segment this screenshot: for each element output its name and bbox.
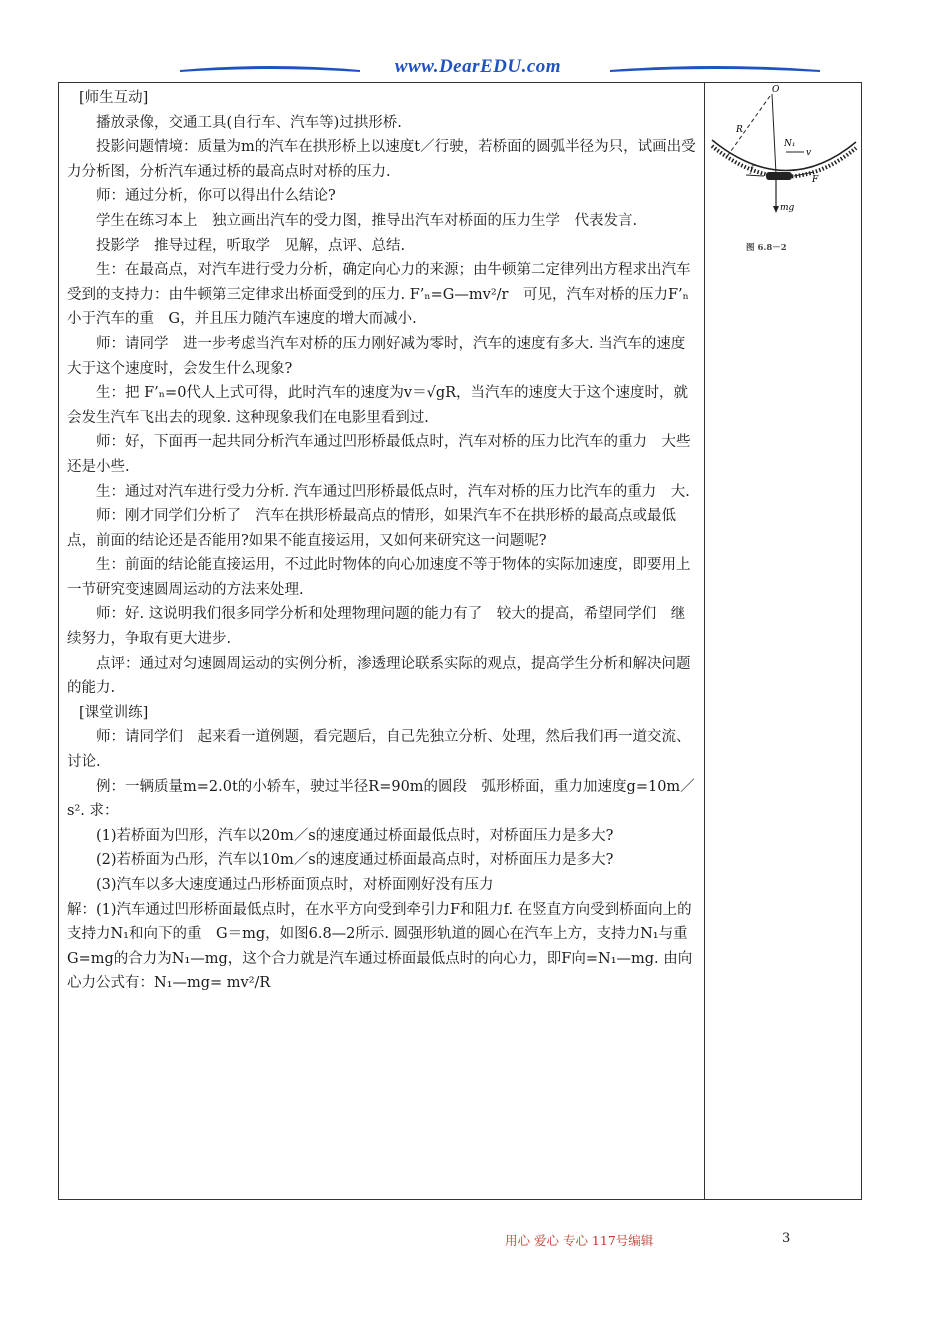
section-heading: [课堂训练]	[79, 704, 149, 721]
paragraph: 师：刚才同学们分析了 汽车在拱形桥最高点的情形，如果汽车不在拱形桥的最高点或最低点，前面的结论还是否能用?如果不能直接运用，又如何来研究这一问题呢?	[67, 508, 676, 549]
header-swoosh-left	[180, 64, 360, 74]
paragraph: 生：在最高点，对汽车进行受力分析，确定向心力的来源；由牛顿第二定律列出方程求出汽车受到的支持力：由牛顿第三定律求出桥面受到的压力. F’ₙ=G—mv²/r 可见，汽车对桥的压力F’ₙ小于汽车的重 G，并且压力随汽车速度的增大而减小.	[67, 262, 691, 328]
paragraph: 学生在练习本上 独立画出汽车的受力图，推导出汽车对桥面的压力生学 代表发言.	[96, 212, 638, 229]
label-f: f	[750, 165, 754, 175]
label-F: F	[812, 175, 819, 185]
footer-text: 用心 爱心 专心 117号编辑	[505, 1233, 654, 1248]
friction-arrow	[746, 175, 764, 176]
paragraph: 师：好，下面再一起共同分析汽车通过凹形桥最低点时，汽车对桥的压力比汽车的重力 大些还是小些.	[67, 434, 691, 475]
figure-caption: 图 6.8－2	[746, 243, 787, 253]
label-mg: mg	[780, 203, 795, 213]
normal-force-line	[772, 94, 776, 174]
paragraph: 生：通过对汽车进行受力分析. 汽车通过凹形桥最低点时，汽车对桥的压力比汽车的重力 大.	[96, 483, 690, 500]
paragraph: (1)若桥面为凹形，汽车以20m／s的速度通过桥面最低点时，对桥面压力是多大?	[96, 827, 614, 844]
paragraph: 投影问题情境：质量为m的汽车在拱形桥上以速度t／行驶，若桥面的圆弧半径为只，试画出受力分析图，分析汽车通过桥的最高点时对桥的压力.	[67, 139, 696, 180]
paragraph: 例：一辆质量m=2.0t的小轿车，驶过半径R=90m的圆段 弧形桥面，重力加速度g=10m／s². 求：	[67, 778, 695, 820]
table-column-divider	[704, 82, 705, 1200]
site-logo[interactable]: www.DearEDU.com	[394, 56, 562, 77]
header-swoosh-right	[610, 64, 820, 74]
paragraph: 生：把 F’ₙ=0代人上式可得，此时汽车的速度为v＝√gR，当汽车的速度大于这个速度时，就会发生汽车飞出去的现象. 这种现象我们在电影里看到过.	[67, 385, 689, 426]
paragraph: 生：前面的结论能直接运用，不过此时物体的向心加速度不等于物体的实际加速度，即要用上一节研究变速圆周运动的方法来处理.	[67, 557, 691, 598]
label-R: R	[736, 125, 743, 135]
radius-line	[726, 96, 770, 158]
section-heading: [师生互动]	[79, 90, 149, 106]
paragraph: 师：通过分析，你可以得出什么结论?	[96, 188, 336, 205]
car-icon	[766, 172, 792, 180]
traction-arrow	[794, 172, 814, 176]
lesson-content	[67, 86, 703, 996]
bridge-hatch	[712, 146, 856, 177]
label-v: v	[806, 148, 812, 158]
paragraph: 投影学 推导过程，听取学 见解，点评、总结.	[96, 237, 406, 254]
paragraph: (2)若桥面为凸形，汽车以10m／s的速度通过桥面最高点时，对桥面压力是多大?	[96, 852, 614, 869]
page-number: 3	[782, 1231, 791, 1246]
paragraph: 点评：通过对匀速圆周运动的实例分析，渗透理论联系实际的观点，提高学生分析和解决问题的能力.	[67, 655, 691, 697]
paragraph: 师：请同学 进一步考虑当汽车对桥的压力刚好减为零时，汽车的速度有多大. 当汽车的速度大于这个速度时，会发生什么现象?	[67, 335, 686, 377]
gravity-arrowhead	[773, 206, 779, 213]
paragraph: 解：(1)汽车通过凹形桥面最低点时，在水平方向受到牵引力F和阻力f. 在竖直方向受到桥面向上的支持力N₁和向下的重 G＝mg，如图6.8—2所示. 圆强形轨道的圆心在汽车上方，支持力N₁与重 G=mg的合力为N₁—mg，这个合力就是汽车通过桥面最低点时的向心力，即F向=N₁—mg. 由向心力公式有：N₁—mg= mv²/R	[67, 901, 703, 992]
force-diagram	[706, 82, 861, 257]
paragraph: 师：请同学们 起来看一道例题，看完题后，自己先独立分析、处理，然后我们再一道交流、讨论.	[67, 729, 691, 771]
paragraph: 师：好. 这说明我们很多同学分析和处理物理问题的能力有了 较大的提高，希望同学们 继续努力，争取有更大进步.	[67, 606, 686, 648]
paragraph: 播放录像，交通工具(自行车、汽车等)过拱形桥.	[96, 114, 402, 131]
label-O: O	[772, 85, 780, 95]
paragraph: (3)汽车以多大速度通过凸形桥面顶点时，对桥面刚好没有压力	[96, 877, 494, 893]
label-N1: N₁	[784, 139, 796, 149]
